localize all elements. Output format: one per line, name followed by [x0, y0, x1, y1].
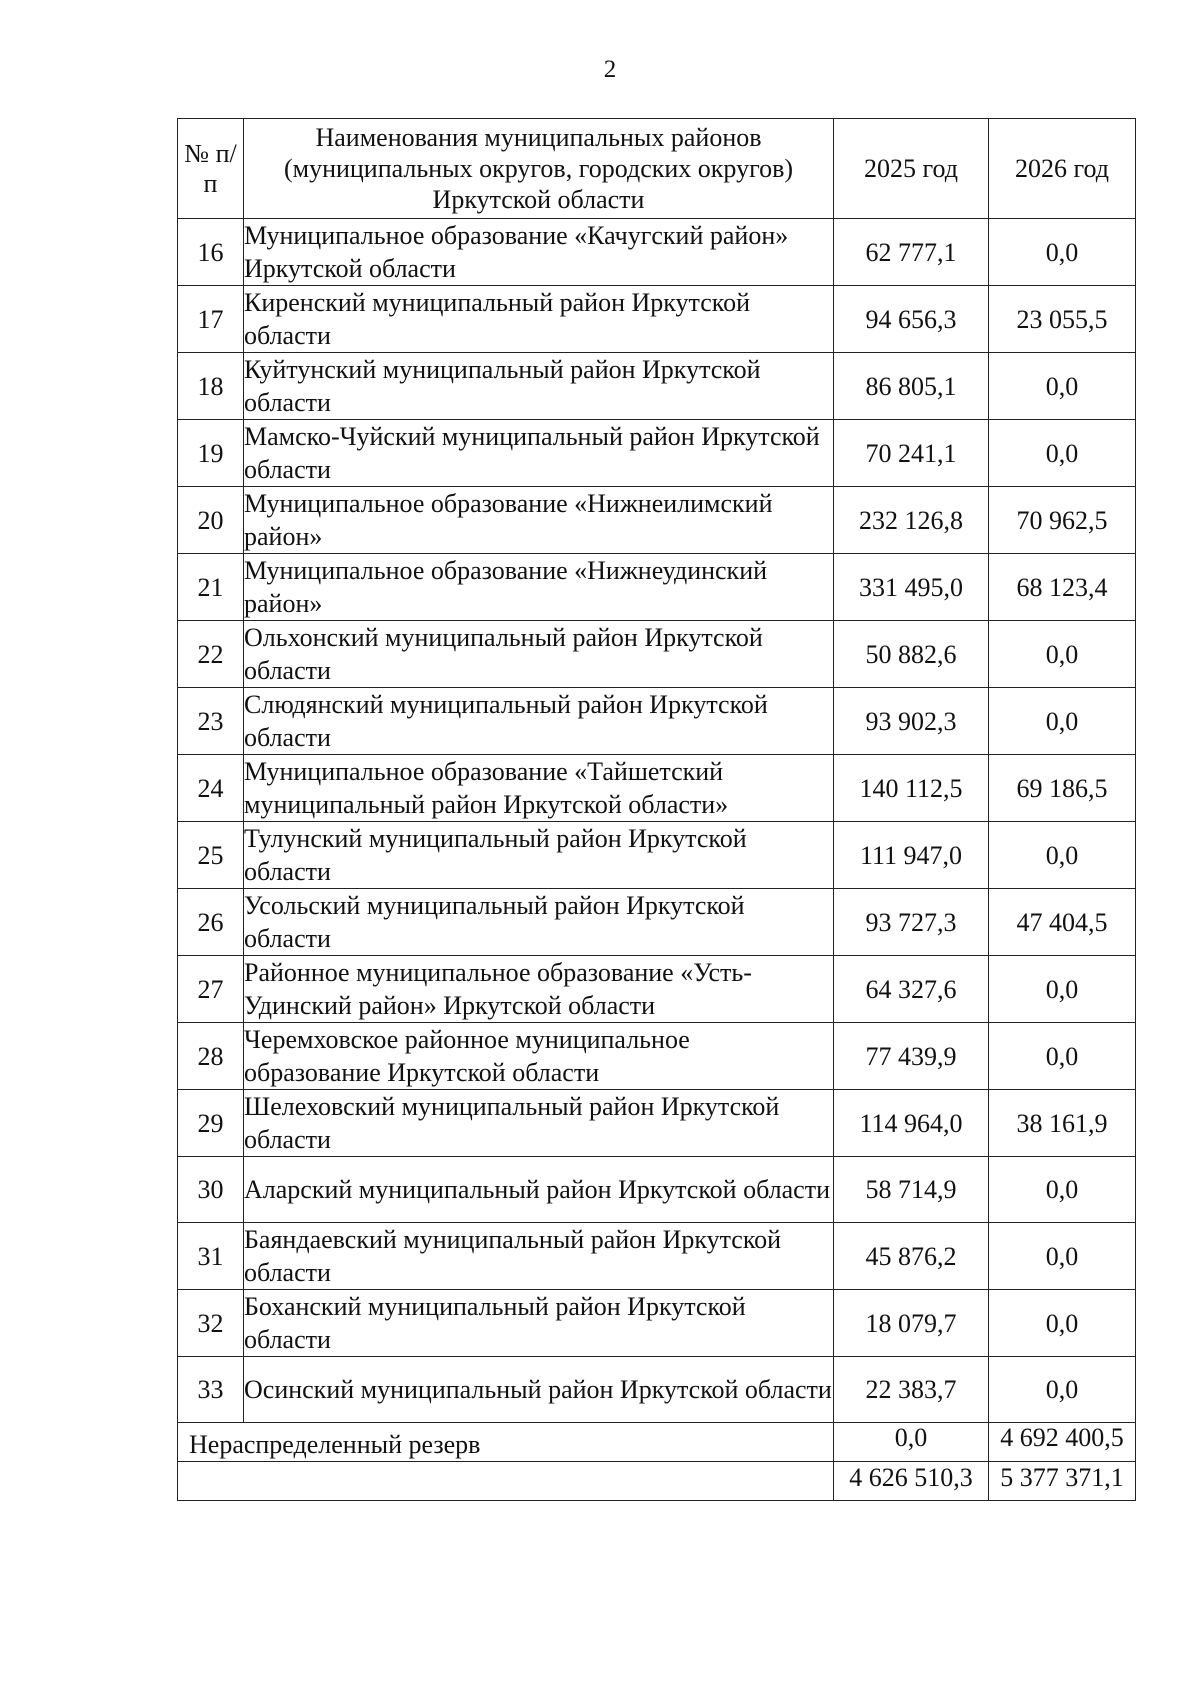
table-row	[178, 688, 1136, 755]
row-number: 29	[178, 1090, 244, 1157]
table-row	[178, 1223, 1136, 1290]
district-name: Мамско-Чуйский муниципальный район Иркутской области	[244, 420, 834, 487]
value-2026: 69 186,5	[989, 755, 1136, 822]
table-row	[178, 755, 1136, 822]
table-row	[178, 1157, 1136, 1223]
row-number: 30	[178, 1157, 244, 1223]
district-name: Слюдянский муниципальный район Иркутской области	[244, 688, 834, 755]
table-row	[178, 956, 1136, 1023]
reserve-2025: 0,0	[834, 1423, 989, 1462]
row-number: 26	[178, 889, 244, 956]
value-2026: 0,0	[989, 822, 1136, 889]
district-name: Районное муниципальное образование «Усть-Удинский район» Иркутской области	[244, 956, 834, 1023]
table-row	[178, 420, 1136, 487]
value-2026: 0,0	[989, 420, 1136, 487]
row-number: 21	[178, 554, 244, 621]
value-2025: 94 656,3	[834, 286, 989, 353]
table-row	[178, 889, 1136, 956]
value-2025: 70 241,1	[834, 420, 989, 487]
district-name: Аларский муниципальный район Иркутской области	[244, 1157, 834, 1223]
value-2025: 93 902,3	[834, 688, 989, 755]
header-year-2025: 2025 год	[834, 119, 989, 219]
value-2025: 331 495,0	[834, 554, 989, 621]
district-name: Муниципальное образование «Тайшетский муниципальный район Иркутской области»	[244, 755, 834, 822]
reserve-row	[178, 1423, 1136, 1462]
value-2026: 0,0	[989, 1357, 1136, 1423]
header-district-name: Наименования муниципальных районов (муниципальных округов, городских округов) Иркутской области	[244, 119, 834, 219]
value-2025: 45 876,2	[834, 1223, 989, 1290]
value-2025: 140 112,5	[834, 755, 989, 822]
district-name: Осинский муниципальный район Иркутской области	[244, 1357, 834, 1423]
total-label	[178, 1462, 834, 1501]
district-name: Муниципальное образование «Нижнеилимский район»	[244, 487, 834, 554]
table-body	[178, 219, 1136, 1501]
table-row	[178, 487, 1136, 554]
district-name: Усольский муниципальный район Иркутской области	[244, 889, 834, 956]
value-2025: 58 714,9	[834, 1157, 989, 1223]
value-2025: 22 383,7	[834, 1357, 989, 1423]
value-2026: 0,0	[989, 621, 1136, 688]
value-2026: 0,0	[989, 1157, 1136, 1223]
value-2026: 68 123,4	[989, 554, 1136, 621]
value-2026: 38 161,9	[989, 1090, 1136, 1157]
page-number: 2	[603, 56, 617, 83]
district-name: Муниципальное образование «Качугский район» Иркутской области	[244, 219, 834, 286]
table-row	[178, 1290, 1136, 1357]
value-2025: 86 805,1	[834, 353, 989, 420]
total-row	[178, 1462, 1136, 1501]
value-2026: 0,0	[989, 1223, 1136, 1290]
value-2026: 47 404,5	[989, 889, 1136, 956]
row-number: 23	[178, 688, 244, 755]
district-name: Куйтунский муниципальный район Иркутской области	[244, 353, 834, 420]
district-name: Боханский муниципальный район Иркутской области	[244, 1290, 834, 1357]
header-number: № п/п	[178, 119, 244, 219]
row-number: 20	[178, 487, 244, 554]
row-number: 28	[178, 1023, 244, 1090]
value-2025: 50 882,6	[834, 621, 989, 688]
table-row	[178, 1090, 1136, 1157]
row-number: 32	[178, 1290, 244, 1357]
row-number: 18	[178, 353, 244, 420]
value-2026: 23 055,5	[989, 286, 1136, 353]
value-2026: 70 962,5	[989, 487, 1136, 554]
district-name: Муниципальное образование «Нижнеудинский район»	[244, 554, 834, 621]
row-number: 22	[178, 621, 244, 688]
row-number: 25	[178, 822, 244, 889]
header-year-2026: 2026 год	[989, 119, 1136, 219]
table-row	[178, 554, 1136, 621]
row-number: 33	[178, 1357, 244, 1423]
value-2026: 0,0	[989, 219, 1136, 286]
total-2026: 5 377 371,1	[989, 1462, 1136, 1501]
total-2025: 4 626 510,3	[834, 1462, 989, 1501]
districts-table	[177, 118, 1136, 1501]
value-2025: 93 727,3	[834, 889, 989, 956]
table-row	[178, 822, 1136, 889]
value-2025: 111 947,0	[834, 822, 989, 889]
reserve-2026: 4 692 400,5	[989, 1423, 1136, 1462]
row-number: 17	[178, 286, 244, 353]
row-number: 16	[178, 219, 244, 286]
reserve-label: Нераспределенный резерв	[178, 1423, 834, 1462]
row-number: 31	[178, 1223, 244, 1290]
table-row	[178, 219, 1136, 286]
value-2026: 0,0	[989, 688, 1136, 755]
district-name: Киренский муниципальный район Иркутской области	[244, 286, 834, 353]
row-number: 24	[178, 755, 244, 822]
district-name: Тулунский муниципальный район Иркутской области	[244, 822, 834, 889]
district-name: Черемховское районное муниципальное образование Иркутской области	[244, 1023, 834, 1090]
row-number: 19	[178, 420, 244, 487]
value-2026: 0,0	[989, 353, 1136, 420]
value-2025: 18 079,7	[834, 1290, 989, 1357]
district-name: Ольхонский муниципальный район Иркутской области	[244, 621, 834, 688]
district-name: Баяндаевский муниципальный район Иркутской области	[244, 1223, 834, 1290]
table-row	[178, 621, 1136, 688]
value-2025: 232 126,8	[834, 487, 989, 554]
value-2025: 64 327,6	[834, 956, 989, 1023]
value-2025: 114 964,0	[834, 1090, 989, 1157]
table-row	[178, 1357, 1136, 1423]
district-name: Шелеховский муниципальный район Иркутской области	[244, 1090, 834, 1157]
value-2025: 62 777,1	[834, 219, 989, 286]
value-2026: 0,0	[989, 1290, 1136, 1357]
row-number: 27	[178, 956, 244, 1023]
value-2026: 0,0	[989, 956, 1136, 1023]
table-row	[178, 1023, 1136, 1090]
value-2026: 0,0	[989, 1023, 1136, 1090]
value-2025: 77 439,9	[834, 1023, 989, 1090]
table-row	[178, 286, 1136, 353]
table-header-row	[178, 119, 1136, 219]
table-row	[178, 353, 1136, 420]
